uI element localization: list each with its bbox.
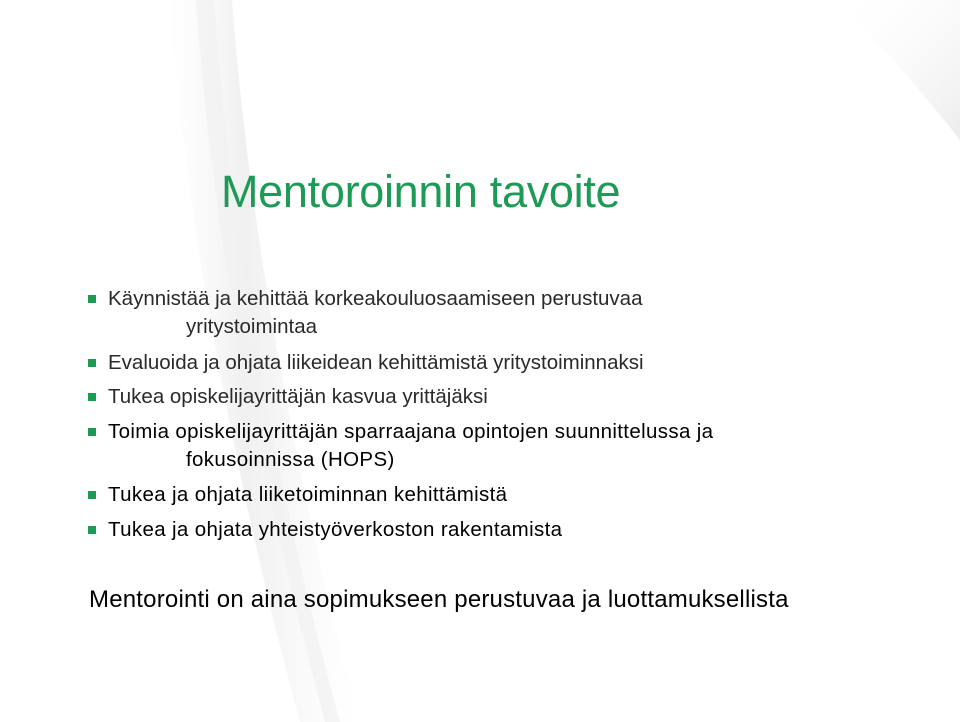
bullet-text: Tukea ja ohjata yhteistyöverkoston rakentamista	[108, 518, 563, 541]
bullet-item	[88, 285, 642, 340]
square-bullet-icon	[88, 491, 96, 499]
bullet-continuation: yritystoimintaa	[186, 314, 318, 338]
square-bullet-icon	[88, 295, 96, 303]
square-bullet-icon	[88, 428, 96, 436]
bullet-item	[88, 383, 488, 411]
slide-title: Mentoroinnin tavoite	[221, 166, 621, 217]
bullet-text: Evaluoida ja ohjata liikeidean kehittämistä yritystoiminnaksi	[108, 351, 644, 374]
square-bullet-icon	[88, 526, 96, 534]
bullet-text: Tukea ja ohjata liiketoiminnan kehittämistä	[108, 483, 508, 506]
bullet-text: Toimia opiskelijayrittäjän sparraajana opintojen suunnittelussa ja	[108, 420, 714, 443]
bullet-item	[88, 481, 507, 509]
bullet-text: Käynnistää ja kehittää korkeakouluosaamiseen perustuvaa	[108, 287, 643, 310]
square-bullet-icon	[88, 359, 96, 367]
bullet-item	[88, 349, 644, 377]
bullet-item	[88, 418, 713, 473]
bullet-continuation: fokusoinnissa (HOPS)	[186, 447, 395, 471]
square-bullet-icon	[88, 393, 96, 401]
bullet-item	[88, 516, 562, 544]
bullet-text: Tukea opiskelijayrittäjän kasvua yrittäjäksi	[108, 385, 488, 408]
conclusion-statement: Mentorointi on aina sopimukseen perustuvaa ja luottamuksellista	[89, 586, 789, 613]
